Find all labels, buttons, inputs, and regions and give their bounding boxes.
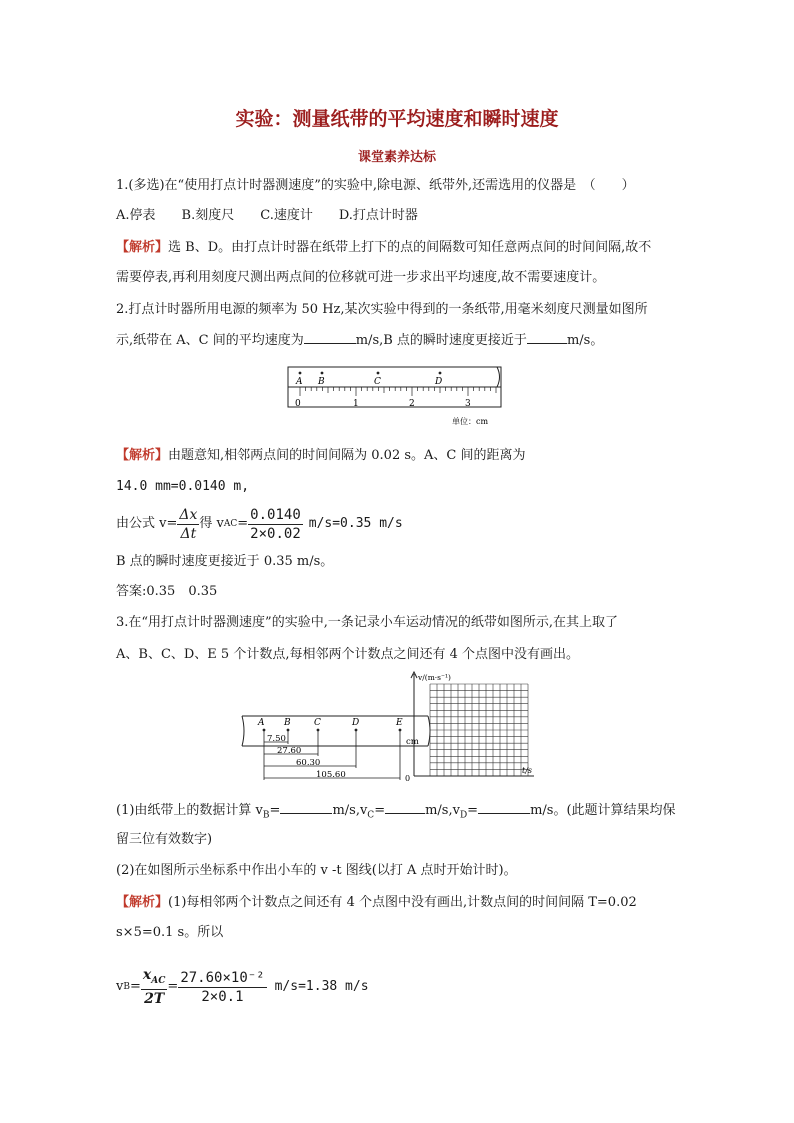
formula-v: v (116, 979, 124, 994)
q1-analysis-1 (116, 239, 651, 257)
point-label-D: D (352, 718, 360, 728)
tape-unit: cm (406, 737, 419, 747)
ruler-ticks (300, 387, 496, 396)
page-title: 实验：测量纸带的平均速度和瞬时速度 (235, 108, 559, 130)
vc-answer-blank[interactable] (385, 801, 425, 814)
formula-prefix: 由公式 v= (116, 516, 178, 531)
sub-D: D (459, 810, 468, 821)
fraction-denominator: 2×0.02 (250, 525, 301, 542)
analysis-tag: 【解析】 (116, 240, 169, 255)
num-sub: AC (151, 975, 166, 986)
distance-AB: 7.50 (267, 734, 286, 744)
fraction-numerator: 0.0140 (250, 506, 301, 523)
formula-eq: = (129, 979, 141, 994)
point-label-E: E (396, 718, 403, 728)
fraction-xac-2t (141, 966, 168, 1009)
q3-part1-g: m/s。(此题计算结果均保 (530, 803, 676, 818)
q3-part1-a: (1)由纸带上的数据计算 v (116, 803, 263, 818)
formula-mid: 得 v (199, 516, 224, 531)
fraction-numerator: Δx (179, 506, 198, 523)
point-label-C: C (374, 377, 381, 387)
point-label-D: D (435, 377, 443, 387)
fraction-numerator (141, 966, 168, 991)
q3-part1-b: = (269, 803, 281, 818)
q3-part1 (116, 801, 676, 825)
analysis-tag: 【解析】 (116, 895, 169, 910)
t-axis-label: t/s (522, 766, 533, 775)
v-axis-label: v/(m·s⁻¹) (418, 673, 451, 682)
formula-result: m/s=0.35 m/s (308, 516, 403, 531)
q2-stem-2c: m/s。 (566, 333, 604, 348)
q3-part2: (2)在如图所示坐标系中作出小车的 v -t 图线(以打 A 点时开始计时)。 (116, 863, 517, 878)
fraction-denominator: 2T (144, 991, 165, 1008)
fraction-values (248, 506, 303, 543)
section-subtitle: 课堂素养达标 (357, 150, 436, 165)
q2-analysis-3: B 点的瞬时速度更接近于 0.35 m/s。 (116, 554, 334, 569)
q3-part1-c: m/s,v (332, 803, 368, 818)
num-x: x (142, 966, 152, 983)
ruler-tape-figure (284, 365, 506, 430)
q1-analysis-text: 选 B、D。由打点计时器在纸带上打下的点的间隔数可知任意两点间的时间间隔,故不 (168, 240, 652, 255)
point-label-A: A (258, 718, 265, 728)
q2-formula (116, 500, 403, 548)
formula-eq2: = (167, 979, 179, 994)
fraction-dx-dt (177, 506, 199, 543)
q3-analysis-text: (1)每相邻两个计数点之间还有 4 个点图中没有画出,计数点间的时间间隔 T=0.02 (168, 895, 637, 910)
q2-stem-2b: m/s,B 点的瞬时速度更接近于 (355, 333, 527, 348)
tape-end (497, 367, 500, 387)
sub-B: B (262, 810, 270, 821)
vb-answer-blank[interactable] (280, 801, 332, 814)
ruler-unit: 单位：cm (452, 417, 489, 426)
formula-result: m/s=1.38 m/s (274, 979, 369, 994)
q3-stem-1: 3.在“用打点计时器测速度”的实验中,一条记录小车运动情况的纸带如图所示,在其上取了 (116, 615, 618, 630)
q3-analysis-2: s×5=0.1 s。所以 (116, 925, 224, 940)
q2-stem-2 (116, 331, 603, 350)
tape-left-end (242, 716, 244, 746)
point-label-A: A (296, 377, 303, 387)
analysis-tag: 【解析】 (116, 448, 169, 463)
distance-AD: 60.30 (296, 758, 321, 768)
q2-stem-2a: 示,纸带在 A、C 间的平均速度为 (116, 333, 304, 348)
point-label-C: C (314, 718, 321, 728)
q3-analysis-1 (116, 894, 637, 912)
q3-stem-2: A、B、C、D、E 5 个计数点,每相邻两个计数点之间还有 4 个点图中没有画出。 (116, 647, 580, 662)
q3-formula (116, 962, 369, 1012)
fraction-denominator: 2×0.1 (201, 988, 244, 1005)
vt-grid (430, 684, 528, 776)
q1-analysis-2: 需要停表,再利用刻度尺测出两点间的位移就可进一步求出平均速度,故不需要速度计。 (116, 270, 606, 285)
q2-answer-blank-2[interactable] (527, 331, 567, 344)
tape-dot-C (377, 372, 380, 375)
q2-answer: 答案:0.35 0.35 (116, 584, 218, 599)
formula-eq: = (237, 516, 249, 531)
tape-dot-A (299, 372, 302, 375)
point-label-B: B (284, 718, 291, 728)
distance-AE: 105.60 (316, 770, 346, 780)
distance-AC: 27.60 (277, 746, 302, 756)
q3-part1-e: m/s,v (425, 803, 460, 818)
q2-analysis-2: 14.0 mm=0.0140 m, (116, 479, 250, 494)
formula-v-sub: B (123, 982, 130, 992)
fraction-numerator: 27.60×10⁻² (180, 969, 265, 986)
ruler-label-3: 3 (465, 399, 471, 409)
tape-dot-D (439, 372, 442, 375)
ruler-label-0: 0 (295, 399, 301, 409)
q3-part1-d: = (374, 803, 386, 818)
q1-options: A.停表 B.刻度尺 C.速度计 D.打点计时器 (116, 208, 418, 223)
ruler-label-2: 2 (409, 399, 415, 409)
q2-answer-blank-1[interactable] (304, 331, 356, 344)
q1-stem: 1.(多选)在“使用打点计时器测速度”的实验中,除电源、纸带外,还需选用的仪器是 （ ） (116, 178, 635, 193)
point-label-B: B (318, 377, 325, 387)
fraction-denominator: Δt (180, 525, 197, 542)
vt-graph[interactable] (400, 670, 536, 784)
vd-answer-blank[interactable] (478, 801, 530, 814)
ruler-label-1: 1 (353, 399, 359, 409)
q2-analysis-1 (116, 447, 526, 465)
q3-part1-f: = (467, 803, 479, 818)
tape-dot-B (321, 372, 324, 375)
q2-analysis-text: 由题意知,相邻两点间的时间间隔为 0.02 s。A、C 间的距离为 (168, 448, 526, 463)
fraction-values (178, 969, 266, 1006)
q2-stem-1: 2.打点计时器所用电源的频率为 50 Hz,某次实验中得到的一条纸带,用毫米刻度尺测量如图所 (116, 302, 648, 317)
sub-C: C (367, 810, 375, 821)
formula-sub: AC (223, 519, 238, 529)
q3-part1-line2: 留三位有效数字) (116, 832, 213, 847)
origin-label: 0 (405, 774, 411, 783)
